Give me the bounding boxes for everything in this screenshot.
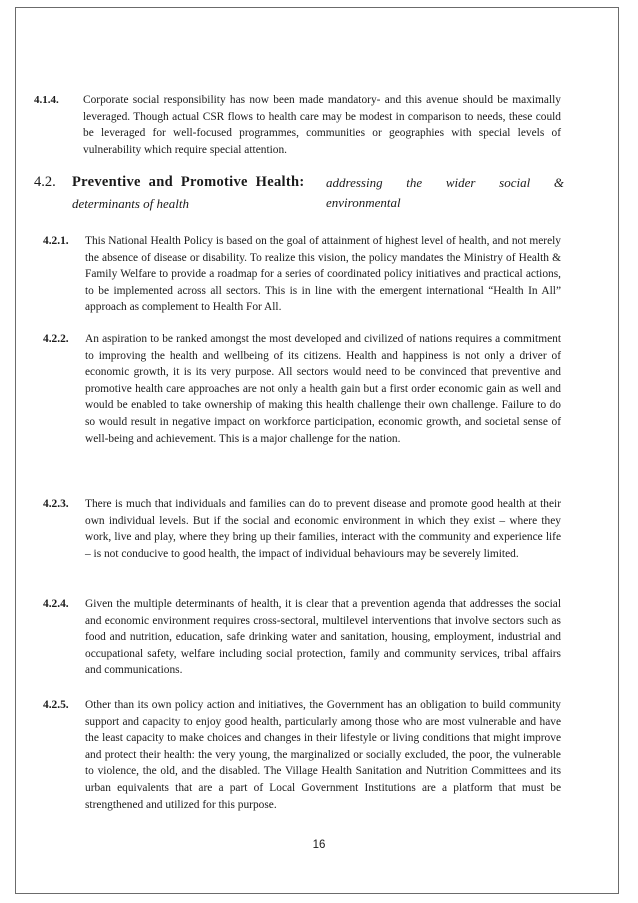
subsection-number-4-2-2: 4.2.2. (43, 333, 69, 345)
section-text-4-1-4: Corporate social responsibility has now been made mandatory- and this avenue should be maximally leveraged. Though actual CSR flows to health care may be modest in comparison to needs, these could be leveraged for well-focused programmes, communities or geographies with special levels of vulnerability which require special attention. (83, 94, 561, 156)
subsection-text-4-2-2: An aspiration to be ranked amongst the most developed and civilized of nations requires a commitment to improving the health and wellbeing of its citizens. Health and happiness is not only a driver of economic growth, it is its very purpose. All sectors would need to be convinced that preventive and promotive health care approaches are not only a health gain but a first order economic gain as well and would be enabled to take ownership of making this health challenge their own challenge. Failure to do so would result in negative impact on workforce participation, economic growth, and societal sense of well-being and achievement. This is a major challenge for the nation. (85, 333, 561, 445)
heading-subtitle-line1: addressing the wider social & environmental (326, 175, 564, 210)
page-number: 16 (312, 839, 326, 851)
heading-number: 4.2. (34, 174, 56, 190)
subsection-number-4-2-1: 4.2.1. (43, 235, 69, 247)
subsection-text-4-2-3: There is much that individuals and families can do to prevent disease and promote good health at their own individual levels. But if the social and economic environment in which they exist – where they work, live and play, where they bring up their families, interact with the community and experience life – is not conducive to good health, the impact of individual behaviours may be severely limited. (85, 498, 561, 560)
subsection-number-4-2-4: 4.2.4. (43, 598, 69, 610)
subsection-number-4-2-5: 4.2.5. (43, 699, 69, 711)
heading-subtitle-line2: determinants of health (72, 196, 189, 211)
subsection-text-4-2-5: Other than its own policy action and initiatives, the Government has an obligation to build community support and capacity to enjoy good health, particularly among those who are most vulnerable and have the least capacity to make choices and changes in their lifestyle or living conditions that might improve and protect their health: the very young, the marginalized or socially excluded, the poor, the vulnerable to violence, the old, and the disabled. The Village Health Sanitation and Nutrition Committees and its urban equivalents that are a part of Local Government Institutions are a platform that must be strengthened and utilized for this purpose. (85, 699, 561, 811)
subsection-number-4-2-3: 4.2.3. (43, 498, 69, 510)
section-number-4-1-4: 4.1.4. (34, 94, 59, 106)
subsection-text-4-2-4: Given the multiple determinants of health, it is clear that a prevention agenda that addresses the social and economic environment requires cross-sectoral, multilevel interventions that involve sectors such as food and nutrition, education, safe drinking water and sanitation, housing, employment, industrial and occupational safety, welfare including social protection, family and community services, tribal affairs and communications. (85, 598, 561, 677)
heading-title: Preventive and Promotive Health: (72, 174, 305, 190)
subsection-text-4-2-1: This National Health Policy is based on the goal of attainment of highest level of health, and not merely the absence of disease or disability. To realize this vision, the policy mandates the Ministry of Health & Family Welfare to provide a roadmap for a series of coordinated policy initiatives and practical actions, to be implemented across all sectors. This is in line with the emergent international “Health In All” approach as complement to Health For All. (85, 235, 561, 314)
